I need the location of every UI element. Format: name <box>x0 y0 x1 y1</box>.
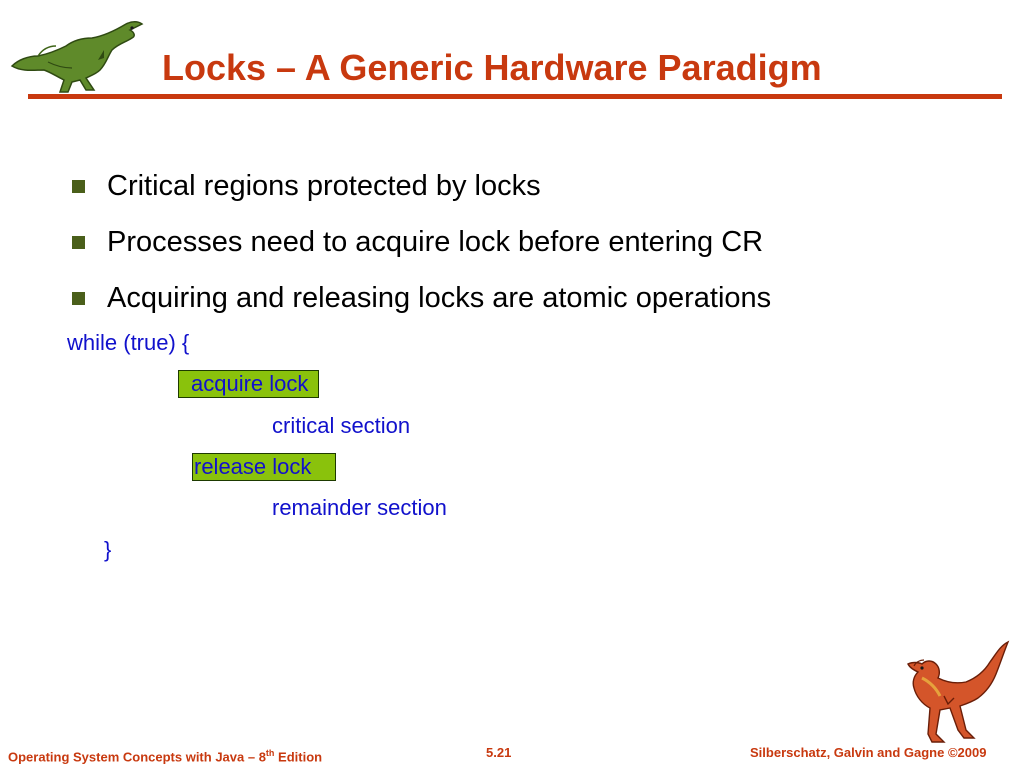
bullet-item <box>70 166 771 222</box>
bullet-item <box>70 278 771 334</box>
footer-page-number: 5.21 <box>486 745 512 760</box>
footer-book-title-main: Operating System Concepts with Java – 8 <box>8 749 266 765</box>
square-bullet-icon <box>72 180 85 193</box>
bullet-item <box>70 222 771 278</box>
code-critical-section: critical section <box>272 413 411 438</box>
red-dinosaur-icon <box>900 638 1012 750</box>
bullet-text: Critical regions protected by locks <box>107 170 541 202</box>
release-lock-highlight: release lock <box>192 453 336 481</box>
code-remainder-section: remainder section <box>272 495 447 520</box>
footer-book-title-tail: Edition <box>274 749 323 765</box>
code-acquire-lock <box>178 370 319 398</box>
footer-authors: Silberschatz, Galvin and Gagne ©2009 <box>750 745 987 760</box>
square-bullet-icon <box>72 236 85 249</box>
code-release-lock <box>192 453 336 481</box>
footer-book-title <box>8 744 322 766</box>
code-close-brace: } <box>104 537 112 562</box>
green-dinosaur-icon <box>8 16 148 94</box>
slide-title: Locks – A Generic Hardware Paradigm <box>162 47 822 88</box>
code-while-line: while (true) { <box>67 330 190 355</box>
square-bullet-icon <box>72 292 85 305</box>
bullet-text: Acquiring and releasing locks are atomic operations <box>107 282 772 314</box>
footer-book-title-sup: th <box>265 748 275 758</box>
bullet-list <box>70 166 771 334</box>
title-underline <box>28 94 1002 99</box>
bullet-text: Processes need to acquire lock before entering CR <box>107 226 764 258</box>
acquire-lock-highlight: acquire lock <box>178 370 319 398</box>
